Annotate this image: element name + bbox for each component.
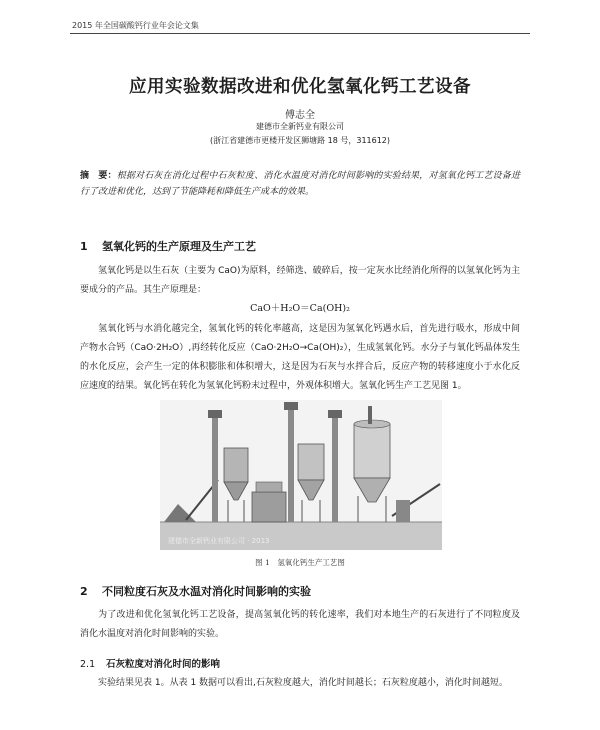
section-2-1-heading (80, 656, 220, 670)
section-2-heading (80, 583, 311, 599)
section-2-number: 2 (80, 585, 88, 598)
running-head: 2015 年全国碳酸钙行业年会论文集 (72, 21, 199, 30)
figure-watermark: 建德市全新钙业有限公司 · 2013 (168, 537, 270, 545)
author-affiliation: 建德市全新钙业有限公司 (256, 122, 344, 131)
paper-title: 应用实验数据改进和优化氢氧化钙工艺设备 (129, 77, 471, 97)
figure-1-caption: 图 1 氢氧化钙生产工艺图 (255, 558, 345, 567)
section-1-heading (80, 238, 256, 254)
section-2-1-number: 2.1 (80, 659, 96, 670)
section-2-1-paragraph-1 (80, 674, 520, 693)
abstract-label: 摘 要： (80, 171, 117, 181)
section-2-1-paragraph-1-text: 实验结果见表 1。从表 1 数据可以看出,石灰粒度越大，消化时间越长；石灰粒度越小，消化时间越短。 (98, 678, 508, 688)
header-rule (70, 33, 530, 34)
section-1-title: 氢氧化钙的生产原理及生产工艺 (102, 240, 256, 253)
section-2-1-title: 石灰粒度对消化时间的影响 (106, 659, 221, 670)
author-name: 傅志全 (285, 110, 315, 121)
section-2-paragraph-1-text: 为了改进和优化氢氧化钙工艺设备，提高氢氧化钙的转化速率，我们对本地生产的石灰进行了不同粒度及消化水温度对消化时间影响的实验。 (80, 610, 520, 639)
abstract-text: 根据对石灰在消化过程中石灰粒度、消化水温度对消化时间影响的实验结果，对氢氧化钙工艺设备进行了改进和优化，达到了节能降耗和降低生产成本的效果。 (80, 171, 520, 197)
section-1-paragraph-1 (80, 262, 520, 300)
figure-1-process-plant (160, 400, 442, 550)
section-1-paragraph-2 (80, 320, 520, 396)
abstract (80, 168, 520, 200)
section-2-title: 不同粒度石灰及水温对消化时间影响的实验 (102, 585, 311, 598)
process-plant-illustration (160, 400, 442, 550)
section-1-paragraph-1-text: 氢氧化钙是以生石灰（主要为 CaO)为原料，经筛选、破碎后，按一定灰水比经消化所得的以氢氧化钙为主要成分的产品。其生产原理是： (80, 266, 520, 295)
section-1-paragraph-2-text: 氢氧化钙与水消化越完全，氢氧化钙的转化率越高，这是因为氢氧化钙遇水后，首先进行吸水，形成中间产物水合钙（CaO·2H₂O）,再经转化反应（CaO·2H₂O→Ca(OH)₂），生成氢氧化钙。水分子与氧化钙晶体发生的水化反应，会产生一定的体积膨胀和体积增大，这是因为石灰与水拌合后，反应产物的转移速度小于水化反应速度的结果。氧化钙在转化为氢氧化钙粉末过程中，外观体积增大。氢氧化钙生产工艺见图 1。 (80, 324, 520, 391)
section-2-paragraph-1 (80, 606, 520, 644)
author-address: (浙江省建德市更楼开发区狮塘路 18 号，311612) (209, 136, 391, 145)
section-1-number: 1 (80, 240, 88, 253)
reaction-equation: CaO＋H₂O＝Ca(OH)₂ (250, 303, 350, 314)
